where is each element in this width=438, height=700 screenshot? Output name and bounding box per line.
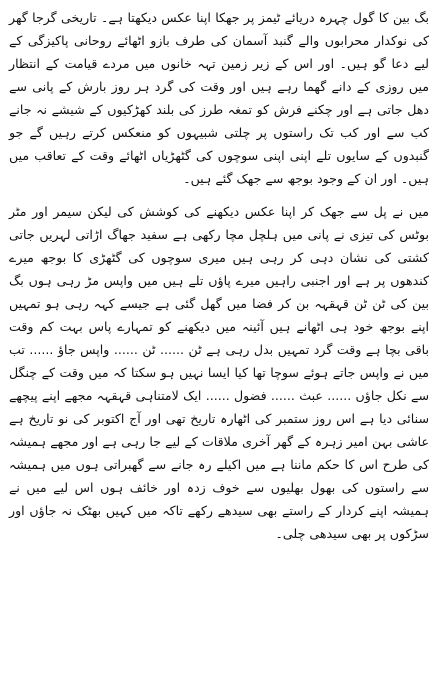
paragraph-1: بگ بین کا گول چہرہ دریائے ٹیمز پر جھکا اپنا عکس دیکھتا ہے۔ تاریخی گرجا گھر کی نوکدار محرابوں والے گنبد آسمان کی طرف بازو اٹھائے روحانی پاکیزگی کے لیے دعا گو ہیں۔ اور اس کے زیر زمین تہہ خانوں میں مردے قیامت کے انتظار میں روزی کے دانے گھما رہے ہیں اور وقت کی گرد ہر روز بارش کے پانی سے دھل جاتی ہے اور چکنے فرش کو تمغہ طرز کی بلند کھڑکیوں کے شیشے نہ جانے کب سے اور کب تک راستوں پر چلتی شبیہوں کو منعکس کرتے رہیں گے جو گنبدوں کے سایوں تلے اپنی اپنی سوچوں کی گٹھڑیاں اٹھائے وقت کے تعاقب میں ہیں۔ اور ان کے وجود بوجھ سے جھک گئے ہیں۔ <box>9 10 429 186</box>
paragraph-2: میں نے پل سے جھک کر اپنا عکس دیکھنے کی کوشش کی لیکن سیمر اور مٹر بوٹس کی تیزی نے پانی میں ہلچل مچا رکھی ہے سفید جھاگ اڑاتی لہریں جاتی کشتی کی نشان دہی کر رہی ہیں میری سوچوں کی گٹھڑی کا بوجھ میرے کندھوں پر ہے اور اجنبی راہیں میرے پاؤں تلے ہیں میں واپس مڑ رہی ہوں بگ بین کی ٹن ٹن قہقہہ بن کر فضا میں گھل گئی ہے جیسے کہہ رہی ہو تمہیں اپنے بوجھ خود ہی اٹھانے ہیں آئینہ میں دیکھنے کو تمہارے پاس بہت کم وقت باقی بچا ہے وقت گرد تمہیں بدل رہی ہے ٹن ...... ٹن ...... واپس جاؤ ...... تب میں نے واپس جاتے ہوئے سوچا تھا کیا ایسا نہیں ہو سکتا کہ میں وقت کے چنگل سے نکل جاؤں ...... عبث ...... فضول ...... ایک لامتناہی قہقہہ مجھے اپنے پیچھے سنائی دیا ہے اس روز ستمبر کی اٹھارہ تاریخ تھی اور آج اکتوبر کی نو تاریخ ہے عاشی بہن امیر زہرہ کے گھر آخری ملاقات کے لیے جا رہی ہے اور مجھے ہمیشہ کی طرح اس کا حکم ماننا ہے میں اکیلے رہ جانے سے گھبراتی ہوں میں ہمیشہ سے راستوں کی بھول بھلیوں سے خوف زدہ اور خائف ہوں اس لیے میں نے ہمیشہ اپنے کردار کے راستے بھی سیدھے رکھے تاکہ میں کہیں بھٹک نہ جاؤں اور سڑکوں پر بھی سیدھی چلی۔ <box>9 204 429 541</box>
